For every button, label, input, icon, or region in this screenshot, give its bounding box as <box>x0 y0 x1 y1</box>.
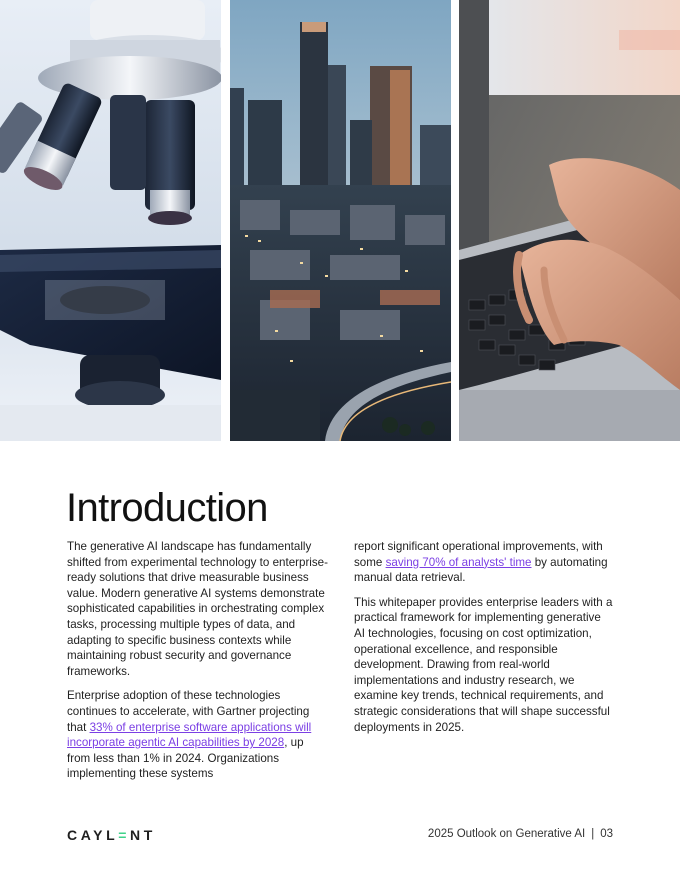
paragraph-text: , up from less than 1% in 2024. Organizations implementing these systems <box>67 736 304 781</box>
left-column <box>67 539 329 791</box>
analysts-time-link[interactable]: saving 70% of analysts' time <box>385 555 532 569</box>
city-skyline-image <box>230 0 451 441</box>
page-number: 03 <box>600 828 613 840</box>
paragraph-text: Enterprise adoption of these technologies continues to accelerate, with Gartner projecting that <box>67 689 310 734</box>
intro-paragraph-4: This whitepaper provides enterprise leaders with a practical framework for implementing generative AI technologies, focusing on cost optimization, operational excellence, and responsible development. Drawing from real-world implementations and industry research, we examine key trends, technical requirements, and strategic considerations that will shape successful deployments in 2025. <box>354 595 613 734</box>
caylent-logo: CAYL=NT <box>67 827 156 843</box>
intro-paragraph-1: The generative AI landscape has fundamentally shifted from experimental technology to enterprise-ready solutions that drive measurable business value. Modern generative AI systems demonstrate sophisticated capabilities in orchestrating complex tasks, processing multiple types of data, and adapting to specific business contexts while maintaining robust security and governance frameworks. <box>67 540 328 678</box>
intro-paragraph-3 <box>354 539 614 586</box>
microscope-image <box>0 0 221 441</box>
page-title: Introduction <box>66 486 268 530</box>
intro-paragraph-2 <box>67 688 329 782</box>
footer-meta <box>428 828 613 840</box>
document-title: 2025 Outlook on Generative AI <box>427 828 586 840</box>
gartner-link[interactable]: 33% of enterprise software applications will incorporate agentic AI capabilities by 2028 <box>67 720 312 750</box>
paragraph-text: report significant operational improvements, with some <box>354 540 603 569</box>
laptop-typing-image <box>459 0 680 441</box>
paragraph-text: by automating manual data retrieval. <box>354 555 608 585</box>
footer-separator: | <box>591 828 595 840</box>
right-column <box>354 539 614 744</box>
